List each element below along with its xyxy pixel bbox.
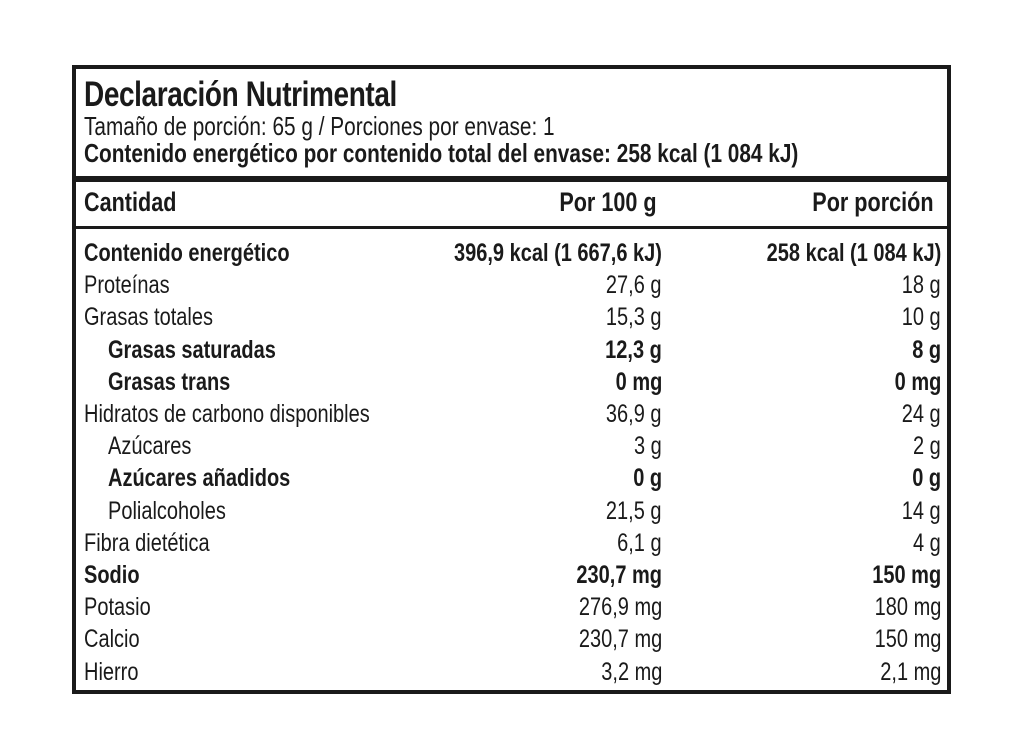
divider-thick	[76, 176, 947, 182]
value-per-100g: 230,7 mg	[578, 625, 662, 654]
nutrient-name: Grasas trans	[108, 367, 231, 396]
nutrient-name: Sodio	[84, 561, 140, 589]
nutrient-name: Grasas totales	[84, 303, 213, 332]
value-per-serving: 0 mg	[894, 367, 941, 396]
value-per-serving: 4 g	[913, 528, 941, 557]
table-row	[76, 301, 947, 333]
nutrient-name: Azúcares añadidos	[108, 464, 291, 493]
value-per-serving: 150 mg	[872, 561, 941, 589]
table-row	[76, 269, 947, 301]
serving-size: Tamaño de porción: 65 g / Porciones por envase: 1	[84, 111, 555, 141]
value-per-serving: 0 g	[912, 464, 941, 493]
table-row	[76, 591, 947, 623]
nutrient-name: Potasio	[84, 593, 151, 622]
nutrient-name: Polialcoholes	[108, 496, 226, 525]
table-row	[76, 495, 947, 527]
value-per-100g: 6,1 g	[617, 528, 662, 557]
value-per-100g: 276,9 mg	[578, 593, 662, 622]
header-amount: Cantidad	[84, 187, 177, 217]
value-per-serving: 180 mg	[874, 593, 941, 622]
nutrient-name: Hierro	[84, 657, 139, 686]
value-per-serving: 2 g	[913, 432, 941, 461]
nutrient-name: Proteínas	[84, 271, 170, 300]
value-per-serving: 24 g	[902, 400, 941, 428]
value-per-serving: 18 g	[902, 271, 941, 300]
nutrient-name: Fibra dietética	[84, 528, 210, 557]
value-per-100g: 12,3 g	[605, 335, 662, 364]
value-per-100g: 27,6 g	[606, 271, 662, 300]
table-row	[76, 398, 947, 430]
header-per-serving: Por porción	[812, 187, 934, 217]
nutrient-name: Calcio	[84, 625, 140, 654]
table-row	[76, 559, 947, 591]
value-per-100g: 230,7 mg	[576, 561, 662, 589]
nutrient-name: Contenido energético	[84, 239, 290, 267]
nutrient-name: Hidratos de carbono disponibles	[84, 400, 370, 428]
value-per-100g: 36,9 g	[606, 400, 662, 428]
value-per-100g: 3,2 mg	[600, 657, 662, 686]
value-per-100g: 0 mg	[615, 367, 662, 396]
table-row	[76, 237, 947, 269]
value-per-serving: 10 g	[902, 303, 941, 332]
value-per-100g: 15,3 g	[606, 303, 662, 332]
value-per-100g: 0 g	[633, 464, 662, 493]
value-per-serving: 8 g	[912, 335, 941, 364]
table-row	[76, 430, 947, 462]
table-row	[76, 623, 947, 655]
value-per-100g: 21,5 g	[606, 496, 662, 525]
header-per-100g: Por 100 g	[559, 187, 657, 217]
table-row	[76, 334, 947, 366]
label-title: Declaración Nutrimental	[84, 75, 397, 114]
nutrition-label	[72, 65, 951, 694]
table-row	[76, 366, 947, 398]
nutrient-name: Grasas saturadas	[108, 335, 276, 364]
divider-thin	[76, 226, 947, 229]
nutrient-name: Azúcares	[108, 432, 192, 461]
table-row	[76, 527, 947, 559]
value-per-100g: 3 g	[634, 432, 662, 461]
value-per-serving: 150 mg	[874, 625, 941, 654]
value-per-serving: 2,1 mg	[879, 657, 941, 686]
value-per-serving: 258 kcal (1 084 kJ)	[766, 239, 941, 267]
table-row	[76, 462, 947, 494]
value-per-100g: 396,9 kcal (1 667,6 kJ)	[454, 239, 662, 267]
table-row	[76, 656, 947, 688]
energy-total: Contenido energético por contenido total del envase: 258 kcal (1 084 kJ)	[84, 138, 799, 168]
value-per-serving: 14 g	[902, 496, 941, 525]
